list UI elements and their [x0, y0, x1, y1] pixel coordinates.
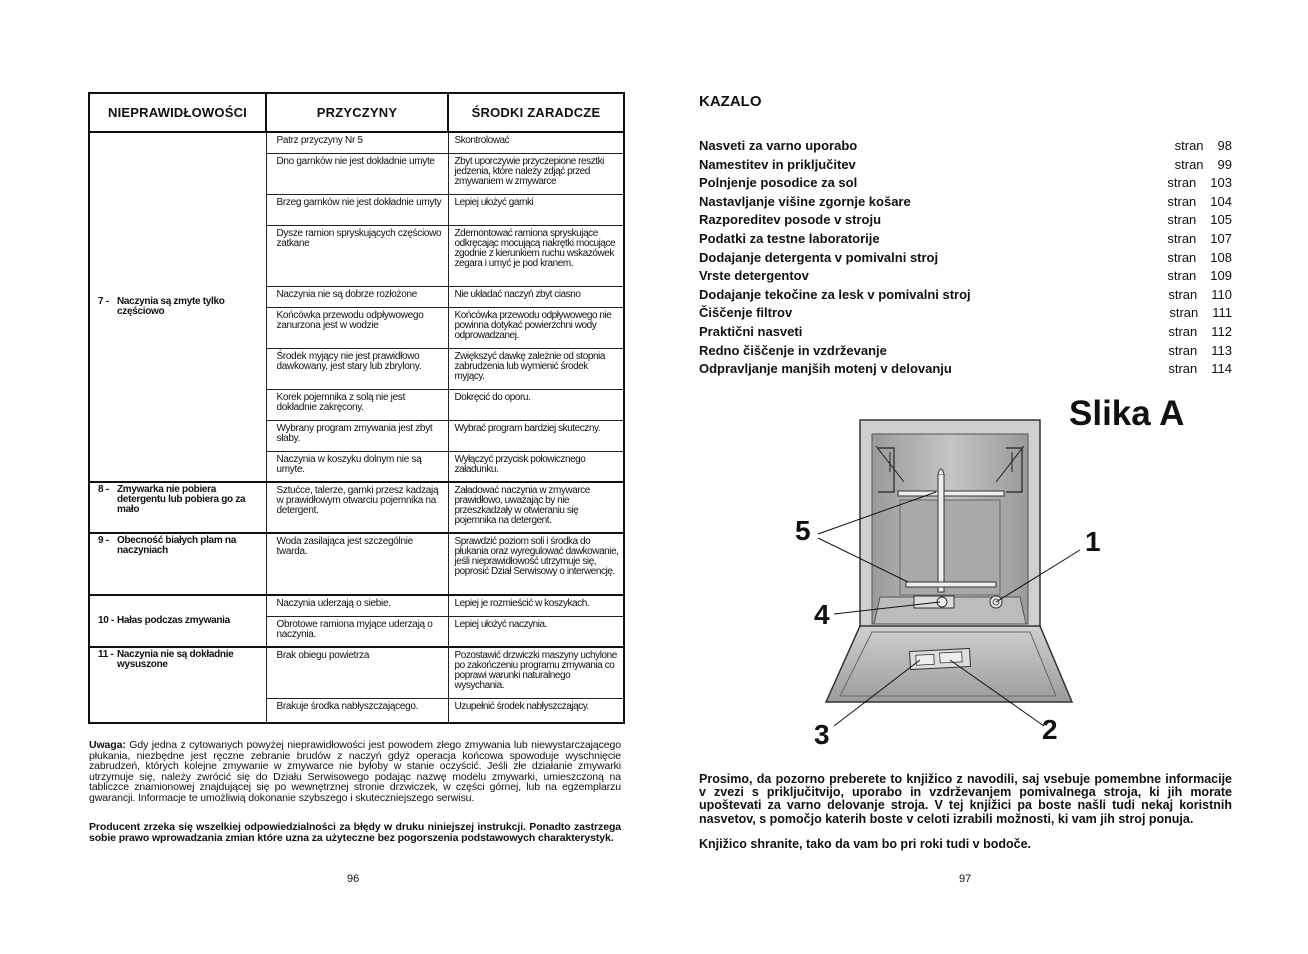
- toc-item-title: Namestitev in priključitev: [699, 156, 856, 172]
- figure-title: Slika A: [1069, 394, 1185, 433]
- toc-page-number: 111: [1212, 305, 1232, 321]
- toc-item-title: Dodajanje detergenta v pomivalni stroj: [699, 249, 939, 265]
- problem-number: 10 -: [98, 615, 115, 626]
- remedy-cell: Lepiej ułożyć naczynia.: [448, 616, 624, 647]
- table-row: [89, 595, 624, 616]
- remedy-cell: Zwiększyć dawkę zależnie od stopnia zabrudzenia lub wymienić środek myjący.: [448, 348, 624, 389]
- problem-cell-11: [89, 647, 266, 723]
- problem-text: Hałas podczas zmywania: [117, 615, 230, 626]
- tub-back-wall: [900, 500, 1000, 595]
- cause-cell: Naczynia uderzają o siebie.: [266, 595, 448, 616]
- table-row: [89, 482, 624, 533]
- header-problems: NIEPRAWIDŁOWOŚCI: [89, 93, 266, 132]
- cause-cell: Brzeg garnków nie jest dokładnie umyty: [266, 194, 448, 225]
- callout-5: 5: [795, 515, 811, 546]
- toc-page-word: stran: [1174, 156, 1204, 172]
- toc-item[interactable]: [699, 230, 1232, 249]
- toc-item[interactable]: [699, 342, 1232, 361]
- toc-page-word: stran: [1169, 305, 1199, 321]
- problem-number: 11 -: [98, 649, 114, 660]
- toc-page-number: 107: [1210, 230, 1232, 246]
- toc-item-title: Podatki za testne laboratorije: [699, 230, 880, 246]
- toc-page-word: stran: [1168, 323, 1198, 339]
- cause-cell: Naczynia w koszyku dolnym nie są umyte.: [266, 451, 448, 482]
- toc-item[interactable]: [699, 174, 1232, 193]
- remedy-cell: Dokręcić do oporu.: [448, 389, 624, 420]
- toc-item-title: Vrste detergentov: [699, 268, 809, 284]
- toc-item-title: Odpravljanje manjših motenj v delovanju: [699, 361, 952, 377]
- warning-label: Uwaga:: [89, 739, 126, 751]
- header-remedies: ŚRODKI ZARADCZE: [448, 93, 624, 132]
- toc-page-word: stran: [1167, 249, 1197, 265]
- toc-page-number: 104: [1210, 193, 1232, 209]
- problem-cell-10: [89, 595, 266, 647]
- problem-number: 9 -: [98, 535, 109, 546]
- toc-item[interactable]: [699, 193, 1232, 212]
- troubleshooting-table: [88, 92, 625, 724]
- filter: [914, 596, 954, 608]
- remedy-cell: Zdemontować ramiona spryskujące odkręcając mocującą nakrętki mocujące zgodnie z kierunkiem ruchu wskazówek zegara i umyć je pod kranem.: [448, 225, 624, 286]
- toc-page-word: stran: [1168, 286, 1198, 302]
- toc-heading: KAZALO: [699, 93, 762, 110]
- cause-cell: Naczynia nie są dobrze rozłożone: [266, 286, 448, 307]
- toc-item[interactable]: [699, 267, 1232, 286]
- cause-cell: Końcówka przewodu odpływowego zanurzona jest w wodzie: [266, 307, 448, 348]
- toc-item-title: Nastavljanje višine zgornje košare: [699, 193, 911, 209]
- problem-text: Naczynia są zmyte tylko częściowo: [117, 296, 225, 317]
- problem-cell-7: [89, 132, 266, 482]
- remedy-cell: Załadować naczynia w zmywarce prawidłowo, uważając by nie przeszkadzały w otwieraniu się pojemnika na detergent.: [448, 482, 624, 533]
- page-number-left: 96: [347, 873, 360, 885]
- toc-item[interactable]: [699, 137, 1232, 156]
- toc-page-number: 98: [1217, 138, 1232, 153]
- upper-spray-arm: [898, 491, 1004, 496]
- remedy-cell: Pozostawić drzwiczki maszyny uchylone po zakończeniu programu zmywania co poprawi warunki naturalnego wysychania.: [448, 647, 624, 698]
- toc-page-word: stran: [1167, 175, 1197, 191]
- toc-item[interactable]: [699, 323, 1232, 342]
- problem-cell-9: [89, 533, 266, 595]
- cause-cell: Środek myjący nie jest prawidłowo dawkowany, jest stary lub zbrylony.: [266, 348, 448, 389]
- producer-disclaimer: Producent zrzeka się wszelkiej odpowiedzialności za błędy w druku niniejszej instrukcji. Ponadto zastrzega sobie prawo wprowadzania zmian które uzna za użyteczne bez pogorszenia podstawowych charakterystyk.: [89, 821, 621, 844]
- remedy-cell: Sprawdzić poziom soli i środka do płukania oraz wyregulować dawkowanie, jeśli nieprawidłowość utrzymuje się, poprosić Dział Serwisowy o interwencję.: [448, 533, 624, 595]
- callout-2: 2: [1042, 714, 1058, 745]
- toc-page-number: 110: [1211, 286, 1232, 302]
- toc-page-number: 109: [1210, 268, 1232, 284]
- problem-number: 7 -: [98, 296, 109, 307]
- toc-item-title: Dodajanje tekočine za lesk v pomivalni stroj: [699, 286, 971, 302]
- warning-text: Gdy jedna z cytowanych powyżej nieprawidłowości jest powodem złego zmywania lub niewystarczającego płukania, niezbędne jest ręczne zebranie brudów z naczyń gdyż operacja końcowa spowoduje wyschnięcie zabrudzeń, których kolejne zmywanie w zmywarce nie byłoby w stanie oczyścić. Jeśli złe działanie zmywarki utrzymuje się, należy zwrócić się do Działu Serwisowego podając nazwę modelu zmywarki, umieszczoną na tabliczce znamionowej znajdującej się po wewnętrznej stronie drzwiczek, w części górnej, lub na egzemplarzu gwarancji. Informacje te umożliwią dokonanie szybszego i skuteczniejszego serwisu.: [89, 739, 621, 804]
- toc-item[interactable]: [699, 249, 1232, 268]
- problem-text: Zmywarka nie pobiera detergentu lub pobiera go za mało: [117, 484, 246, 515]
- callout-1: 1: [1085, 526, 1101, 557]
- toc-page-word: stran: [1167, 268, 1197, 284]
- problem-number: 8 -: [98, 484, 109, 495]
- toc-item[interactable]: [699, 304, 1232, 323]
- toc-item[interactable]: [699, 156, 1232, 175]
- toc-item-title: Čiščenje filtrov: [699, 305, 793, 321]
- cause-cell: Sztućce, talerze, garnki przesz kadzają w prawidłowym otwarciu pojemnika na detergent.: [266, 482, 448, 533]
- table-row: [89, 647, 624, 698]
- remedy-cell: Uzupełnić środek nabłyszczający.: [448, 698, 624, 723]
- toc-page-word: stran: [1168, 361, 1198, 377]
- problem-cell-8: [89, 482, 266, 533]
- toc-item[interactable]: [699, 286, 1232, 305]
- remedy-cell: Wybrać program bardziej skuteczny.: [448, 420, 624, 451]
- callout-3: 3: [814, 719, 830, 750]
- cause-cell: Brakuje środka nabłyszczającego.: [266, 698, 448, 723]
- toc-page-word: stran: [1167, 230, 1197, 246]
- cause-cell: Patrz przyczyny Nr 5: [266, 132, 448, 153]
- toc-item-title: Praktični nasveti: [699, 323, 803, 339]
- toc-page-number: 105: [1210, 212, 1232, 228]
- table-row: [89, 132, 624, 153]
- toc-page-word: stran: [1174, 138, 1204, 153]
- table-of-contents: [699, 137, 1232, 379]
- toc-item-title: Redno čiščenje in vzdrževanje: [699, 342, 887, 358]
- cause-cell: Brak obiegu powietrza: [266, 647, 448, 698]
- cause-cell: Obrotowe ramiona myjące uderzają o naczynia.: [266, 616, 448, 647]
- toc-page-number: 113: [1211, 342, 1232, 358]
- page-number-right: 97: [959, 873, 972, 885]
- cause-cell: Wybrany program zmywania jest zbyt słaby.: [266, 420, 448, 451]
- toc-item-title: Nasveti za varno uporabo: [699, 138, 858, 153]
- warning-note: [89, 740, 621, 804]
- table-header-row: [89, 93, 624, 132]
- lower-spray-arm: [906, 582, 996, 587]
- dishwasher-illustration: [790, 412, 1090, 742]
- callout-4: 4: [814, 599, 830, 630]
- cause-cell: Woda zasilająca jest szczególnie twarda.: [266, 533, 448, 595]
- central-pipe: [938, 474, 944, 592]
- problem-text: Obecność białych plam na naczyniach: [117, 535, 236, 556]
- remedy-cell: Wyłączyć przycisk połowicznego załadunku.: [448, 451, 624, 482]
- table-row: [89, 533, 624, 595]
- toc-item-title: Razporeditev posode v stroju: [699, 212, 882, 228]
- toc-item[interactable]: [699, 360, 1232, 379]
- intro-paragraph: Prosimo, da pozorno preberete to knjižico z navodili, saj vsebuje pomembne informacije v zvezi s priključitvijo, uporabo in vzdrževanjem pomivalnega stroja, ki jih morate upoštevati za varno delovanje stroja. V tej knjižici pa boste našli tudi nekaj koristnih nasvetov, s pomočjo katerih boste v celoti izrabili možnosti, ki vam jih stroj ponuja.: [699, 772, 1232, 826]
- toc-page-word: stran: [1167, 193, 1197, 209]
- remedy-cell: Końcówka przewodu odpływowego nie powinna dotykać powierzchni wody odprowadzanej.: [448, 307, 624, 348]
- toc-page-number: 99: [1217, 156, 1232, 172]
- cause-cell: Dno garnków nie jest dokładnie umyte: [266, 153, 448, 194]
- remedy-cell: Skontrolować: [448, 132, 624, 153]
- remedy-cell: Zbyt uporczywie przyczepione resztki jedzenia, które należy zdjąć przed zmywaniem w zmywarce: [448, 153, 624, 194]
- remedy-cell: Nie układać naczyń zbyt ciasno: [448, 286, 624, 307]
- toc-page-word: stran: [1167, 212, 1197, 228]
- problem-text: Naczynia nie są dokładnie wysuszone: [117, 649, 234, 670]
- remedy-cell: Lepiej je rozmieścić w koszykach.: [448, 595, 624, 616]
- keep-booklet-note: Knjižico shranite, tako da vam bo pri roki tudi v bodoče.: [699, 837, 1032, 851]
- toc-item[interactable]: [699, 211, 1232, 230]
- remedy-cell: Lepiej ułożyć garnki: [448, 194, 624, 225]
- toc-page-word: stran: [1168, 342, 1198, 358]
- toc-page-number: 108: [1210, 249, 1232, 265]
- toc-page-number: 114: [1211, 361, 1232, 377]
- toc-page-number: 103: [1210, 175, 1232, 191]
- toc-item-title: Polnjenje posodice za sol: [699, 175, 858, 191]
- cause-cell: Dysze ramion spryskujących częściowo zatkane: [266, 225, 448, 286]
- cause-cell: Korek pojemnika z solą nie jest dokładnie zakręcony.: [266, 389, 448, 420]
- toc-page-number: 112: [1211, 323, 1232, 339]
- header-causes: PRZYCZYNY: [266, 93, 448, 132]
